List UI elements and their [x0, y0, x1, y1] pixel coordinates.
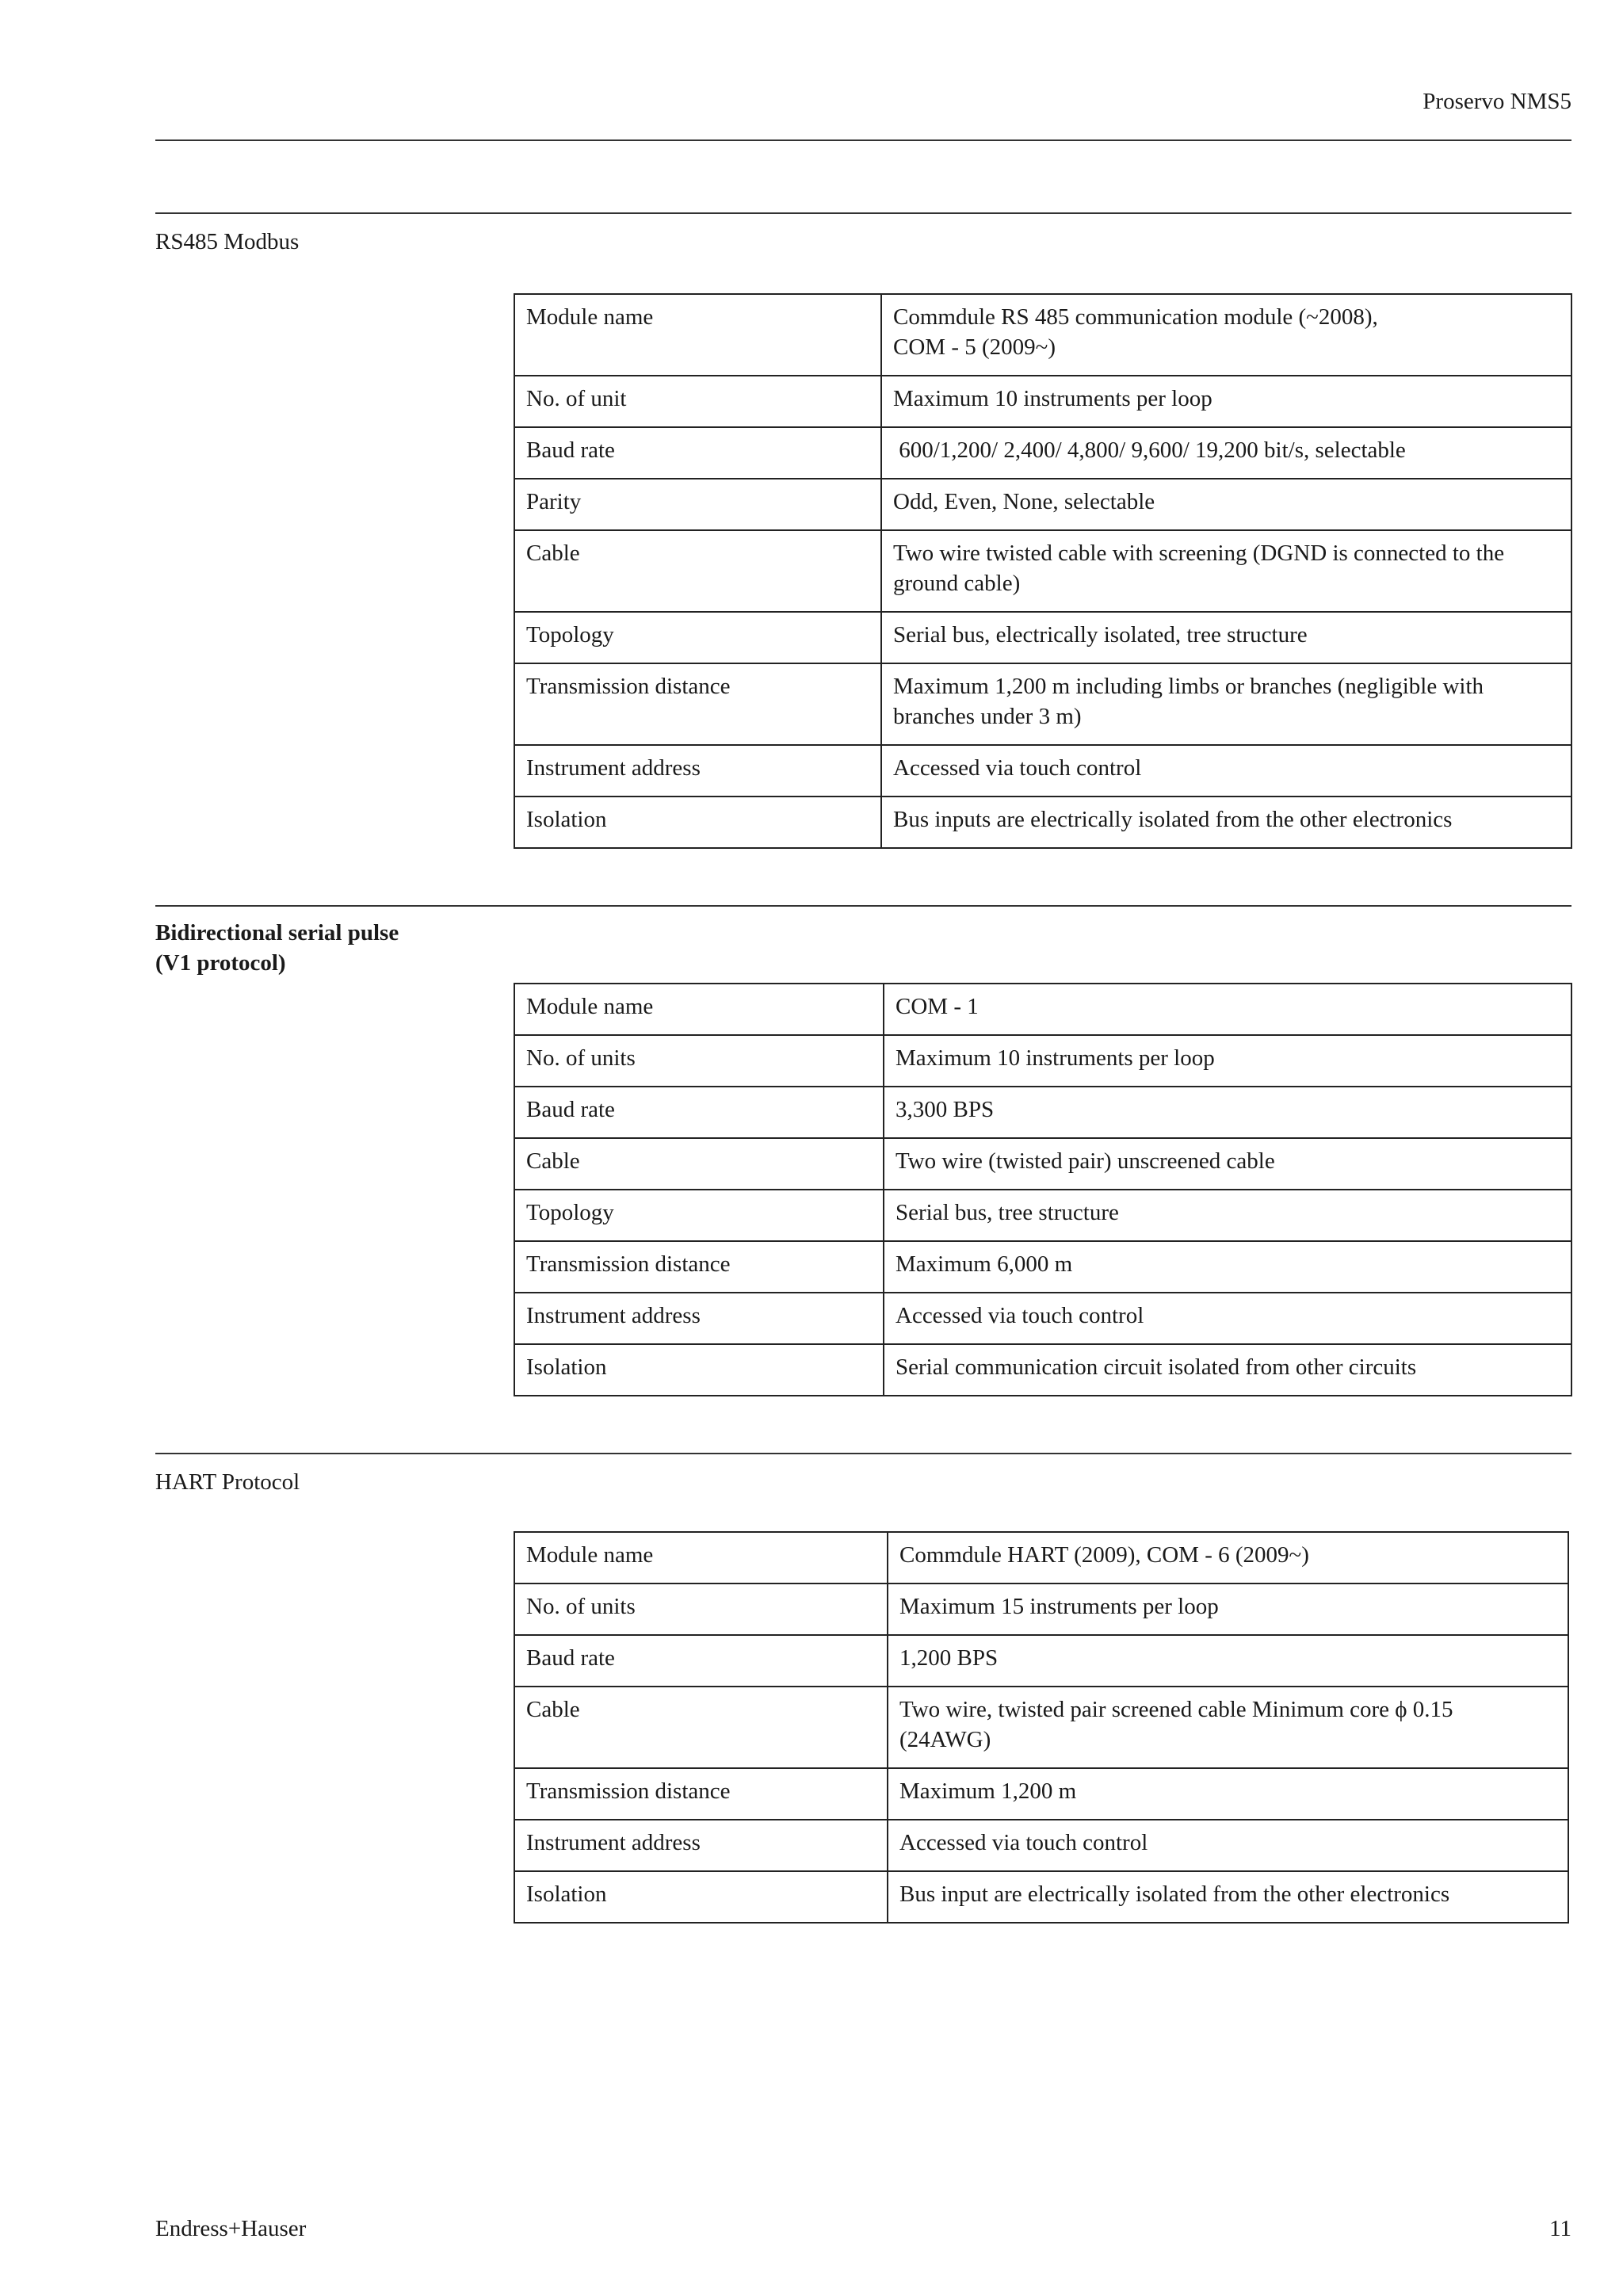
table-row — [514, 1584, 1568, 1635]
row-label: Isolation — [514, 1344, 884, 1396]
row-value: Two wire twisted cable with screening (DGND is connected to the ground cable) — [881, 530, 1571, 612]
table-row — [514, 1087, 1571, 1138]
table-row — [514, 1768, 1568, 1820]
row-label: No. of units — [514, 1584, 888, 1635]
row-label: Transmission distance — [514, 1241, 884, 1293]
table-row — [514, 376, 1571, 427]
table-row — [514, 663, 1571, 745]
row-value: Odd, Even, None, selectable — [881, 479, 1571, 530]
row-label: Cable — [514, 1687, 888, 1768]
row-label: Instrument address — [514, 1293, 884, 1344]
row-label: Module name — [514, 294, 881, 376]
table-row — [514, 1687, 1568, 1768]
table-row — [514, 1344, 1571, 1396]
row-value: Maximum 1,200 m — [888, 1768, 1568, 1820]
header-rule — [155, 139, 1571, 141]
spec-table-hart-protocol — [514, 1531, 1569, 1924]
section-divider-v1 — [155, 905, 1571, 907]
row-value: 600/1,200/ 2,400/ 4,800/ 9,600/ 19,200 bit/s, selectable — [881, 427, 1571, 479]
table-row — [514, 1138, 1571, 1190]
row-value: Maximum 10 instruments per loop — [884, 1035, 1571, 1087]
row-value: Bus input are electrically isolated from the other electronics — [888, 1871, 1568, 1923]
row-value: Two wire, twisted pair screened cable Minimum core ϕ 0.15 (24AWG) — [888, 1687, 1568, 1768]
section-title-bidirectional-serial-pulse: Bidirectional serial pulse (V1 protocol) — [155, 920, 399, 976]
table-row — [514, 1293, 1571, 1344]
row-label: Isolation — [514, 1871, 888, 1923]
row-value: Maximum 6,000 m — [884, 1241, 1571, 1293]
row-value: Maximum 1,200 m including limbs or branches (negligible with branches under 3 m) — [881, 663, 1571, 745]
table-row — [514, 612, 1571, 663]
row-label: Topology — [514, 1190, 884, 1241]
row-label: Instrument address — [514, 1820, 888, 1871]
table-row — [514, 797, 1571, 848]
row-label: Baud rate — [514, 1635, 888, 1687]
row-value: 1,200 BPS — [888, 1635, 1568, 1687]
row-value: Commdule RS 485 communication module (~2008), COM - 5 (2009~) — [881, 294, 1571, 376]
row-value: Two wire (twisted pair) unscreened cable — [884, 1138, 1571, 1190]
table-row — [514, 1871, 1568, 1923]
table-row — [514, 1035, 1571, 1087]
row-value: Commdule HART (2009), COM - 6 (2009~) — [888, 1532, 1568, 1584]
row-value: Serial communication circuit isolated from other circuits — [884, 1344, 1571, 1396]
table-row — [514, 530, 1571, 612]
row-value: Serial bus, tree structure — [884, 1190, 1571, 1241]
footer-brand: Endress+Hauser — [155, 2216, 307, 2241]
footer-page-number: 11 — [1549, 2216, 1571, 2241]
table-row — [514, 1820, 1568, 1871]
row-value: Accessed via touch control — [881, 745, 1571, 797]
table-row — [514, 1532, 1568, 1584]
table-row — [514, 294, 1571, 376]
row-label: Isolation — [514, 797, 881, 848]
section-title-hart-protocol: HART Protocol — [155, 1469, 300, 1495]
table-row — [514, 1635, 1568, 1687]
row-label: Transmission distance — [514, 663, 881, 745]
row-value: Maximum 10 instruments per loop — [881, 376, 1571, 427]
spec-table-rs485-modbus — [514, 293, 1572, 849]
row-label: Cable — [514, 530, 881, 612]
row-value: Maximum 15 instruments per loop — [888, 1584, 1568, 1635]
page-header-product: Proservo NMS5 — [1423, 89, 1571, 114]
section-divider-rs485 — [155, 212, 1571, 214]
row-value: 3,300 BPS — [884, 1087, 1571, 1138]
row-label: No. of units — [514, 1035, 884, 1087]
row-value: Accessed via touch control — [884, 1293, 1571, 1344]
section-divider-hart — [155, 1453, 1571, 1454]
table-row — [514, 745, 1571, 797]
row-label: Module name — [514, 984, 884, 1035]
row-label: Cable — [514, 1138, 884, 1190]
row-value: Serial bus, electrically isolated, tree structure — [881, 612, 1571, 663]
row-label: Topology — [514, 612, 881, 663]
table-row — [514, 1190, 1571, 1241]
row-value: Accessed via touch control — [888, 1820, 1568, 1871]
spec-table-v1-protocol — [514, 983, 1572, 1396]
row-label: Baud rate — [514, 427, 881, 479]
row-label: Baud rate — [514, 1087, 884, 1138]
row-label: Transmission distance — [514, 1768, 888, 1820]
row-value: Bus inputs are electrically isolated from the other electronics — [881, 797, 1571, 848]
table-row — [514, 427, 1571, 479]
row-label: Parity — [514, 479, 881, 530]
section-title-rs485-modbus: RS485 Modbus — [155, 229, 300, 254]
table-row — [514, 479, 1571, 530]
row-value: COM - 1 — [884, 984, 1571, 1035]
row-label: Module name — [514, 1532, 888, 1584]
row-label: Instrument address — [514, 745, 881, 797]
row-label: No. of unit — [514, 376, 881, 427]
table-row — [514, 984, 1571, 1035]
table-row — [514, 1241, 1571, 1293]
